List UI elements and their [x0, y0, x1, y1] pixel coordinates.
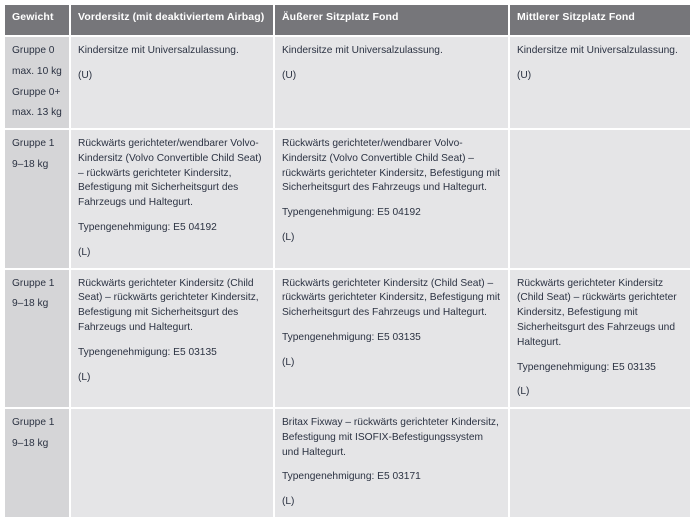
cell-paragraph: Kindersitze mit Universalzulassung.	[78, 45, 239, 56]
cell-paragraph: Kindersitze mit Universalzulassung.	[517, 45, 678, 56]
column-header-front-seat: Vordersitz (mit deaktiviertem Airbag)	[71, 5, 273, 35]
type-approval: Typengenehmigung: E5 04192	[78, 222, 217, 234]
type-approval: Typengenehmigung: E5 03135	[78, 346, 217, 358]
approval-code: (L)	[282, 496, 295, 508]
front-seat-cell	[71, 270, 273, 407]
weight-line: max. 13 kg	[12, 107, 62, 119]
weight-group-cell	[5, 409, 69, 517]
approval-code: (L)	[78, 246, 91, 258]
outer-rear-seat-cell	[275, 409, 508, 517]
approval-code: (U)	[282, 69, 297, 81]
weight-line: 9–18 kg	[12, 158, 49, 170]
cell-paragraph: Britax Fixway – rückwärts gerichteter Kindersitz, Befestigung mit ISOFIX-Befestigungssystem und Haltegurt.	[282, 417, 499, 458]
table-header-row	[5, 5, 690, 35]
cell-paragraph: Rückwärts gerichteter/wendbarer Volvo-Kindersitz (Volvo Convertible Child Seat) – rückwärts gerichteter Kindersitz, Befestigung mit Sicherheitsgurt des Fahrzeugs und Haltegurt.	[282, 138, 500, 194]
outer-rear-seat-cell	[275, 270, 508, 407]
approval-code: (L)	[282, 356, 295, 368]
cell-paragraph: Rückwärts gerichteter Kindersitz (Child Seat) – rückwärts gerichteter Kindersitz, Befestigung mit Sicherheitsgurt des Fahrzeugs und Haltegurt.	[78, 277, 259, 333]
approval-code: (L)	[282, 232, 295, 244]
front-seat-cell	[71, 37, 273, 128]
table-row	[5, 270, 690, 407]
table-header	[5, 5, 690, 35]
weight-group-cell	[5, 130, 69, 267]
front-seat-cell-empty	[71, 409, 273, 517]
cell-paragraph: Rückwärts gerichteter Kindersitz (Child Seat) – rückwärts gerichteter Kindersitz, Befestigung mit Sicherheitsgurt des Fahrzeugs und Haltegurt.	[517, 277, 677, 348]
weight-line: 9–18 kg	[12, 437, 49, 449]
outer-rear-seat-cell	[275, 130, 508, 267]
type-approval: Typengenehmigung: E5 03171	[282, 471, 421, 483]
type-approval: Typengenehmigung: E5 03135	[282, 331, 421, 343]
weight-line: Gruppe 1	[12, 277, 55, 289]
approval-code: (L)	[78, 371, 91, 383]
weight-line: 9–18 kg	[12, 298, 49, 310]
type-approval: Typengenehmigung: E5 04192	[282, 207, 421, 219]
weight-line: Gruppe 0	[12, 45, 55, 56]
child-seat-compatibility-table	[3, 3, 692, 519]
column-header-outer-rear-seat: Äußerer Sitzplatz Fond	[275, 5, 508, 35]
table-row	[5, 409, 690, 517]
column-header-weight: Gewicht	[5, 5, 69, 35]
outer-rear-seat-cell	[275, 37, 508, 128]
cell-paragraph: Kindersitze mit Universalzulassung.	[282, 45, 443, 56]
approval-code: (U)	[78, 69, 93, 81]
cell-paragraph: Rückwärts gerichteter Kindersitz (Child Seat) – rückwärts gerichteter Kindersitz, Befestigung mit Sicherheitsgurt des Fahrzeugs und Haltegurt.	[282, 277, 500, 319]
center-rear-seat-cell	[510, 37, 690, 128]
column-header-center-rear-seat: Mittlerer Sitzplatz Fond	[510, 5, 690, 35]
table-body	[5, 37, 690, 517]
center-rear-seat-cell-empty	[510, 409, 690, 517]
cell-paragraph: Rückwärts gerichteter/wendbarer Volvo-Kindersitz (Volvo Convertible Child Seat) – rückwärts gerichteter Kindersitz, Befestigung mit Sicherheitsgurt des Fahrzeugs und Haltegurt.	[78, 138, 262, 209]
type-approval: Typengenehmigung: E5 03135	[517, 361, 656, 373]
weight-line: Gruppe 0+	[12, 86, 61, 98]
weight-line: Gruppe 1	[12, 417, 55, 429]
weight-group-cell	[5, 270, 69, 407]
front-seat-cell	[71, 130, 273, 267]
table-row	[5, 130, 690, 267]
weight-line: Gruppe 1	[12, 138, 55, 150]
approval-code: (U)	[517, 69, 532, 81]
weight-line: max. 10 kg	[12, 65, 62, 77]
weight-group-cell	[5, 37, 69, 128]
approval-code: (L)	[517, 386, 530, 398]
center-rear-seat-cell	[510, 270, 690, 407]
table-row	[5, 37, 690, 128]
center-rear-seat-cell-empty	[510, 130, 690, 267]
